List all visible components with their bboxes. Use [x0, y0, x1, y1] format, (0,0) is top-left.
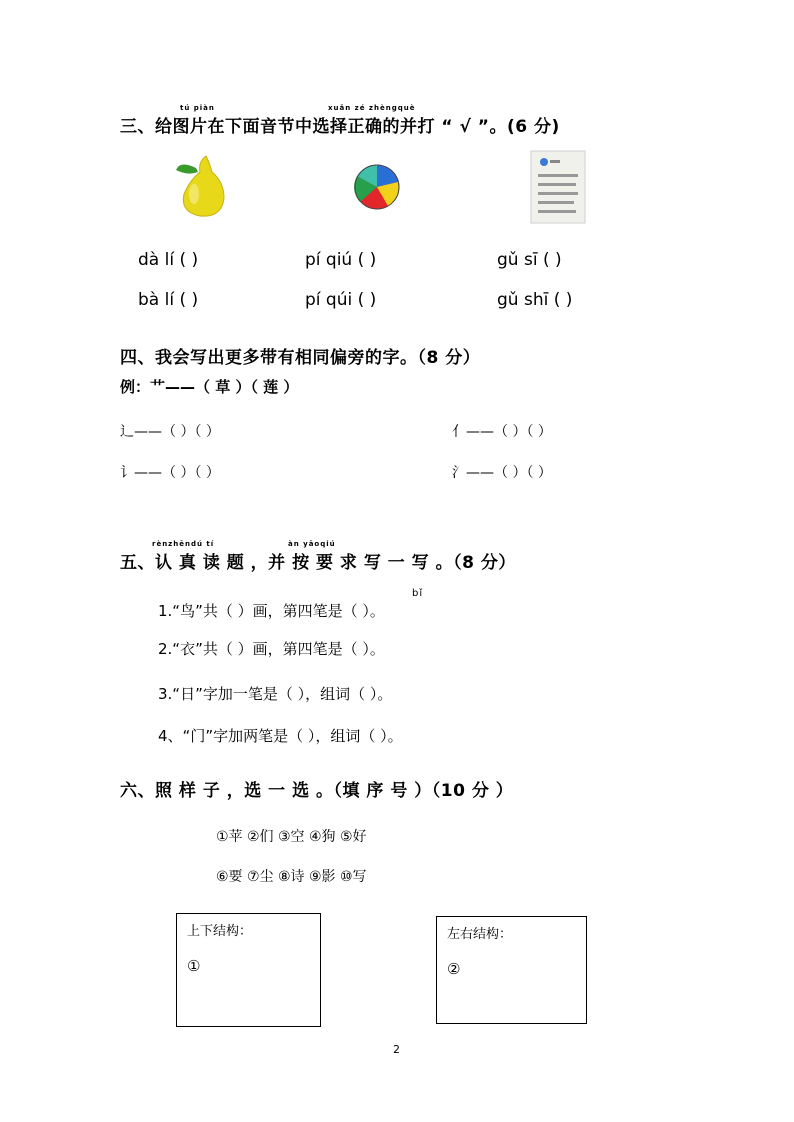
choice-row-1: ①苹 ②们 ③空 ④狗 ⑤好	[216, 829, 367, 845]
ruby-bi: bǐ	[412, 588, 424, 599]
box-label: 上下结构：	[187, 924, 253, 939]
choice-row-2: ⑥要 ⑦尘 ⑧诗 ⑨影 ⑩写	[216, 869, 367, 885]
radical-row-shui[interactable]: 氵——（ ）（ ）	[452, 465, 552, 481]
question-2[interactable]: 2.“衣”共（ ）画，第四笔是（ ）。	[158, 640, 385, 658]
pear-image	[170, 150, 232, 220]
box-top-bottom-structure[interactable]	[176, 913, 321, 1027]
option-gushi[interactable]: gǔ shī ( )	[497, 290, 573, 310]
box-left-right-structure[interactable]	[436, 916, 587, 1024]
ruby-anyaoqiu: àn yāoqiú	[288, 540, 336, 548]
section6-heading: 六、照 样 子 ，选 一 选 。（填 序 号 ）（10 分 ）	[120, 781, 514, 801]
page-number: 2	[393, 1043, 400, 1056]
option-piqiu[interactable]: pí qiú ( )	[305, 250, 377, 270]
section4-heading: 四、我会写出更多带有相同偏旁的字。（8 分）	[120, 348, 481, 368]
question-1[interactable]: 1.“鸟”共（ ）画，第四笔是（ ）。	[158, 602, 385, 620]
option-piqui[interactable]: pí qúi ( )	[305, 290, 377, 310]
option-bali[interactable]: bà lí ( )	[138, 290, 199, 310]
question-3[interactable]: 3.“日”字加一笔是（ ），组词（ ）。	[158, 685, 393, 703]
box-value: ②	[447, 960, 461, 978]
section3-heading: 三、给图片在下面音节中选择正确的并打 “ √ ”。(6 分)	[120, 117, 560, 137]
question-4[interactable]: 4、“门”字加两笔是（ ），组词（ ）。	[158, 727, 403, 745]
option-gusi[interactable]: gǔ sī ( )	[497, 250, 562, 270]
option-dali[interactable]: dà lí ( )	[138, 250, 199, 270]
section5-heading: 五、认 真 读 题 ，并 按 要 求 写 一 写 。（8 分）	[120, 553, 516, 573]
poem-page-image	[530, 150, 586, 224]
ruby-tupian: tú piàn	[180, 104, 215, 112]
box-value: ①	[187, 957, 201, 975]
ruby-renzhen: rènzhēndú tí	[152, 540, 215, 548]
example-line: 例：艹——（ 草 ）（ 莲 ）	[120, 378, 299, 396]
radical-row-ren[interactable]: 亻——（ ）（ ）	[452, 424, 552, 440]
radical-row-chuo[interactable]: 辶——（ ）（ ）	[120, 424, 220, 440]
radical-row-yan[interactable]: 讠——（ ）（ ）	[120, 465, 220, 481]
box-label: 左右结构：	[447, 927, 513, 942]
ruby-xuanze: xuǎn zé zhèngquè	[328, 104, 416, 112]
ball-image	[352, 162, 402, 212]
